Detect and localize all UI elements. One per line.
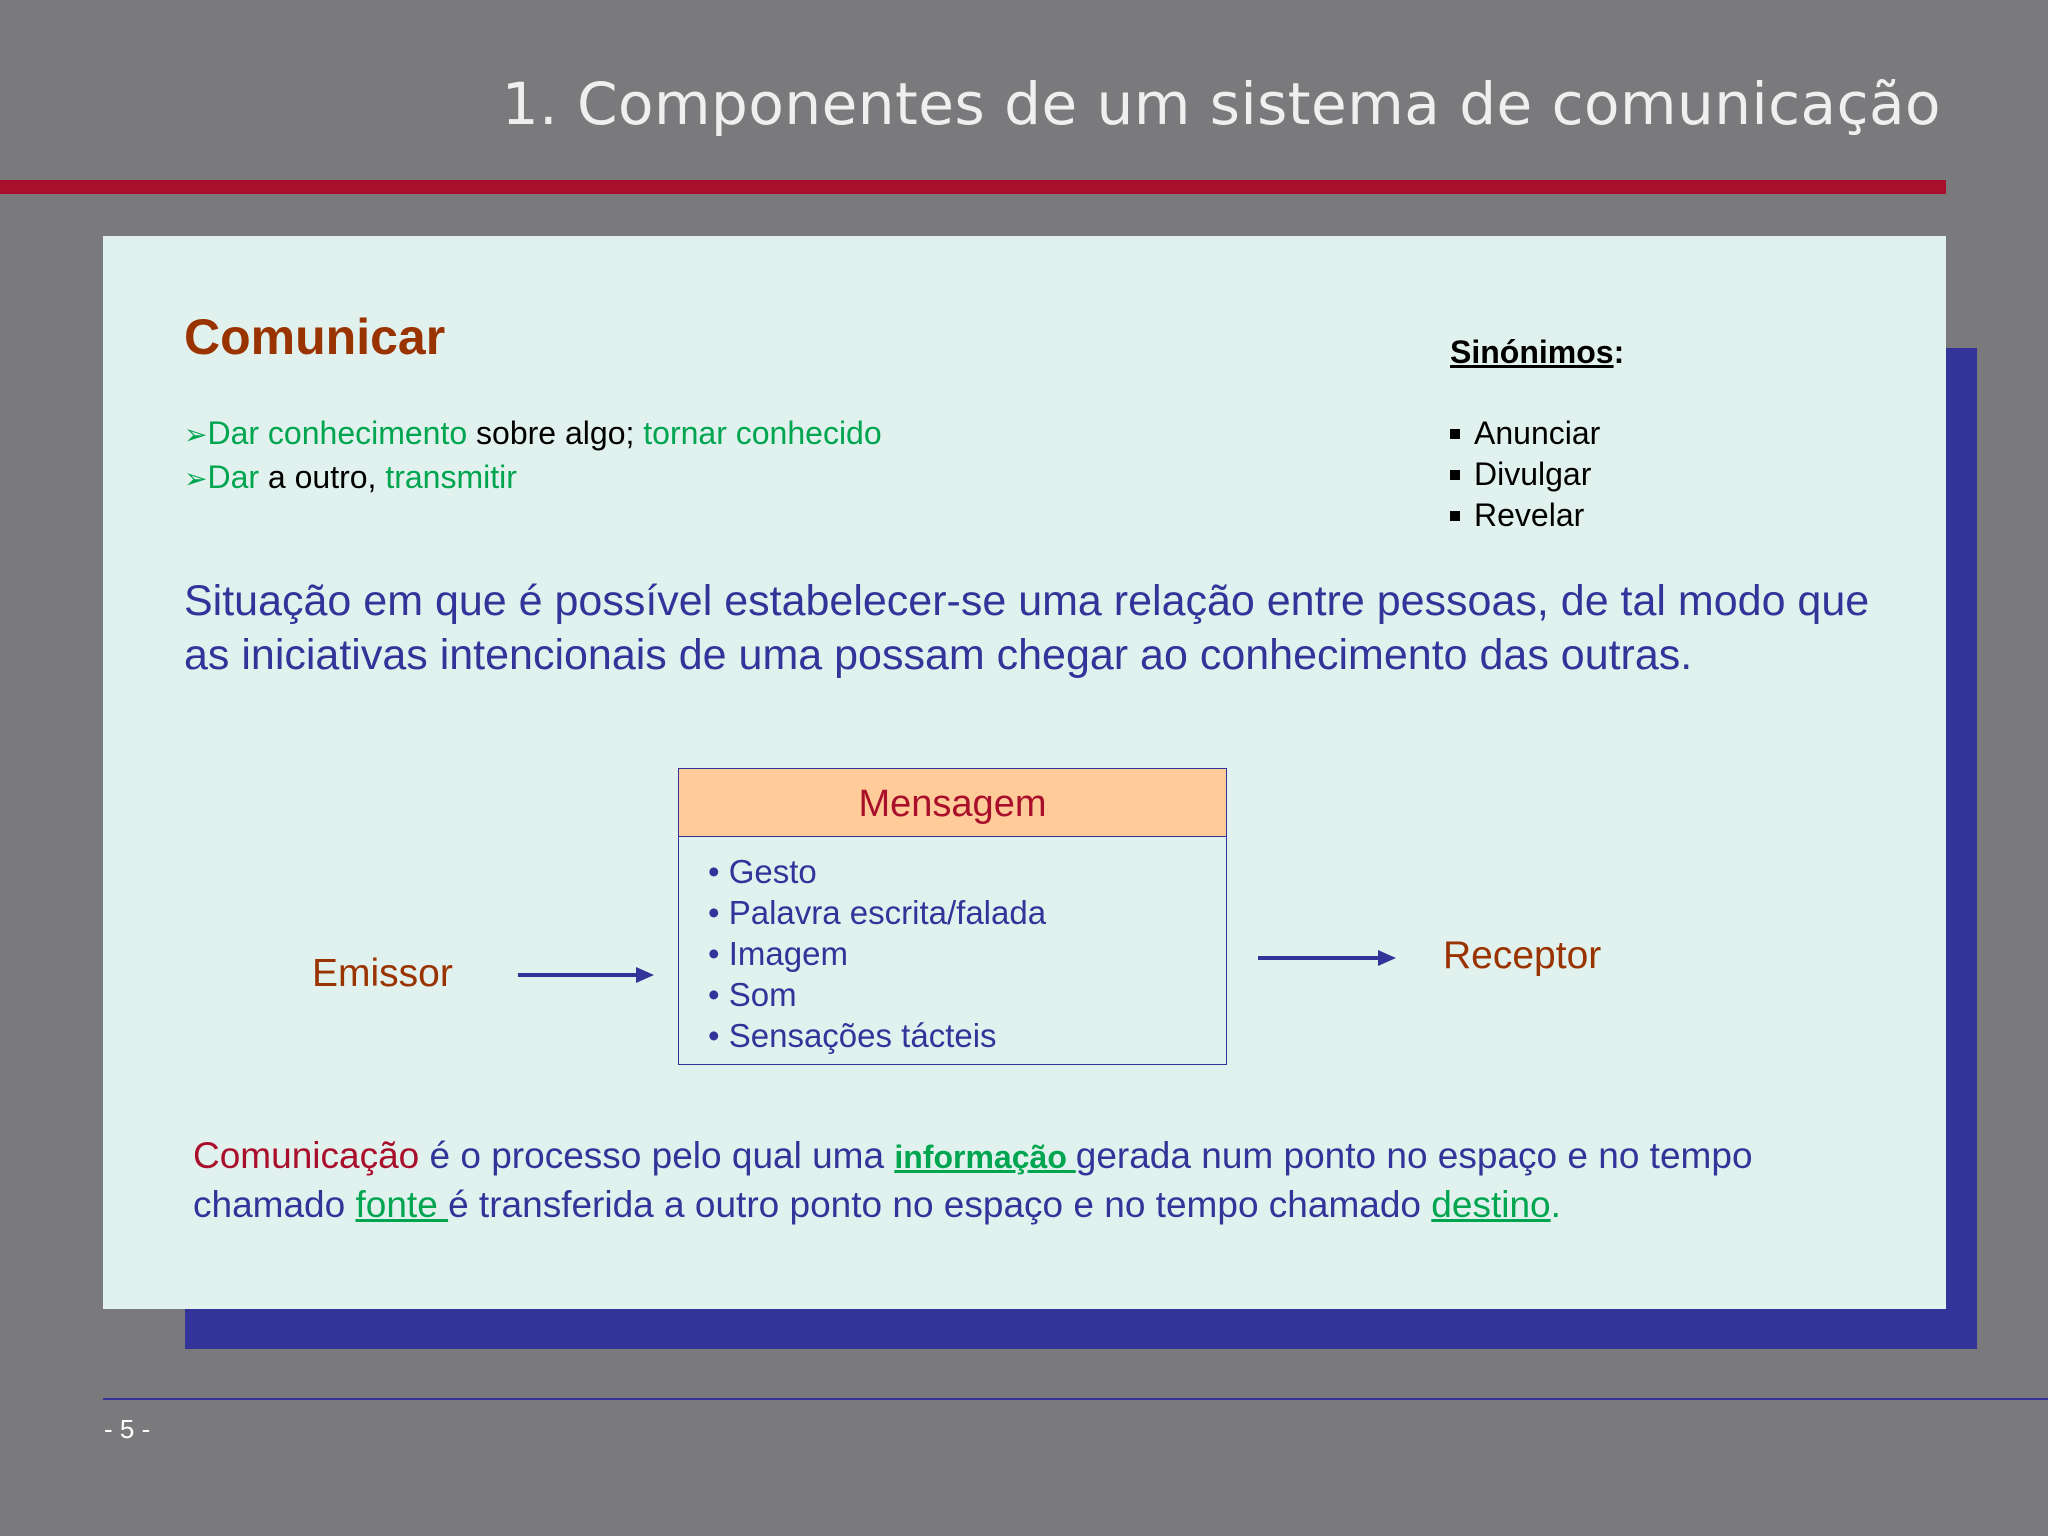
definition-line [184,456,882,500]
content-panel [103,236,1946,1309]
slide-title: 1. Componentes de um sistema de comunicação [501,70,1941,138]
definition-term: Dar conhecimento [207,415,468,451]
message-title: Mensagem [679,769,1226,837]
definition-list [184,412,882,500]
message-list [679,851,1226,1056]
definition-text: sobre algo; [467,415,644,451]
paragraph-period: . [1550,1184,1561,1225]
message-item: • Imagem [708,933,1226,974]
term-fonte: fonte [355,1184,449,1225]
title-underline [0,180,1946,194]
page-number: - 5 - [104,1414,151,1444]
synonym-item: Divulgar [1450,454,1624,495]
paragraph-text: é o processo pelo qual uma [419,1135,895,1176]
synonyms-colon: : [1613,334,1625,370]
synonyms-block [1450,334,1624,536]
situation-paragraph: Situação em que é possível estabelecer-se uma relação entre pessoas, de tal modo que as iniciativas intencionais de uma possam chegar ao conhecimento das outras. [184,577,1870,679]
term-comunicacao: Comunicação [193,1135,420,1176]
paragraph-text: é transferida a outro ponto no espaço e no tempo chamado [448,1184,1432,1225]
definition-line [184,412,882,456]
term-informacao: informação [894,1139,1076,1175]
definition-text: a outro, [259,459,386,495]
receiver-label: Receptor [1443,934,1602,977]
arrow-right-icon [1258,946,1398,970]
definition-heading: Comunicar [184,309,446,365]
arrow-bullet-icon: ➢ [184,419,208,450]
synonyms-title [1450,334,1624,371]
term-destino: destino [1431,1184,1551,1225]
paragraph-text: gerada num ponto no espaço e no tempo chamado [193,1135,1753,1225]
message-item: • Palavra escrita/falada [708,892,1226,933]
arrow-bullet-icon: ➢ [184,463,208,494]
arrow-right-icon [518,963,658,987]
definition-term: transmitir [385,459,517,495]
message-item: • Sensações tácteis [708,1015,1226,1056]
message-box [678,768,1227,1065]
synonym-item: Anunciar [1450,413,1624,454]
definition-paragraph [193,1132,1913,1228]
synonym-item: Revelar [1450,495,1624,536]
synonyms-title-text: Sinónimos [1450,334,1614,370]
definition-term: tornar conhecido [643,415,882,451]
footer-divider [103,1398,2048,1400]
sender-label: Emissor [312,952,453,995]
definition-term: Dar [207,459,260,495]
synonyms-list [1450,413,1624,536]
message-item: • Som [708,974,1226,1015]
message-item: • Gesto [708,851,1226,892]
